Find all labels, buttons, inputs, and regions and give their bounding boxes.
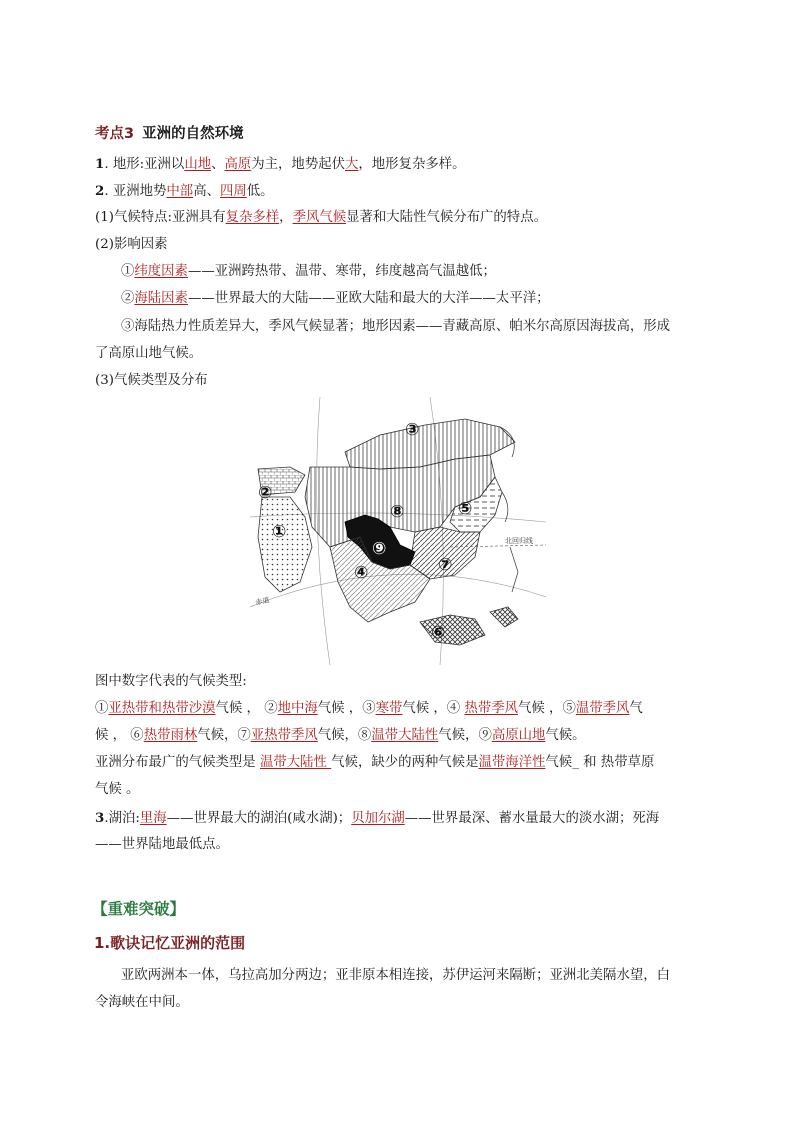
answer: 纬度因素 [134, 264, 188, 279]
text: 气候 ，④ [402, 701, 465, 716]
widest-climate-line-cont: 气候 。 [95, 782, 140, 797]
map-label-5: ⑤ [458, 499, 473, 519]
map-label-2: ② [258, 483, 273, 503]
text: 、 [211, 157, 225, 172]
heading-code: 考点3 [95, 126, 135, 142]
answer: 山地 [184, 157, 212, 172]
map-label-6: ⑥ [431, 623, 446, 643]
widest-climate-line [95, 753, 654, 773]
climate-list-line-2 [95, 726, 586, 746]
answer: 温带大陆性 [371, 728, 439, 743]
mnemonic-line: 亚欧两洲本一体，乌拉高加分两边；亚非原本相连接，苏伊运河来隔断；亚洲北美隔水望，白 [121, 968, 671, 983]
answer: 里海 [139, 811, 167, 826]
text: ——世界最大的大陆——亚欧大陆和最大的大洋——太平洋； [187, 291, 550, 306]
text: ② [121, 291, 135, 306]
latitude-factor-line [121, 262, 496, 282]
terrain-factor-line: ③海陆热力性质差异大，季风气候显著；地形因素——青藏高原、帕米尔高原因海拔高，形成 [121, 319, 671, 334]
text: 气候 ， ② [215, 701, 278, 716]
answer: 大 [345, 157, 359, 172]
text: 气候，⑧ [317, 728, 372, 743]
mnemonic-line-cont: 令海峡在中间。 [95, 995, 189, 1010]
text: ——世界最深、蓄水量最大的淡水湖；死海 [404, 811, 660, 826]
answer: 地中海 [277, 701, 318, 716]
map-label-1: ① [272, 522, 287, 542]
text: 低。 [246, 184, 274, 199]
answer: 四周 [219, 184, 247, 199]
text: ， [279, 210, 293, 225]
text: 气候，⑨ [438, 728, 492, 743]
terrain-factor-line-cont: 了高原山地气候。 [95, 346, 203, 361]
asia-climate-map [250, 397, 546, 665]
text: 气 [629, 701, 643, 716]
item-number: 3 [95, 810, 105, 826]
map-label-8: ⑧ [390, 502, 405, 522]
land-sea-factor-line [121, 289, 550, 309]
text: 为主，地势起伏 [251, 157, 345, 172]
text: . 亚洲地势 [104, 184, 167, 199]
text: ，地形复杂多样。 [358, 157, 466, 172]
text: ① [121, 264, 135, 279]
answer: 温带季风 [575, 701, 630, 716]
text: 气候 ，⑤ [518, 701, 576, 716]
item-number: 1 [95, 156, 105, 172]
text: (1)气候特点:亚洲具有 [95, 210, 226, 225]
answer: 贝加尔湖 [351, 811, 405, 826]
text: 气候 ，③ [317, 701, 376, 716]
answer: 温带大陆性 [259, 755, 332, 770]
map-label-7: ⑦ [438, 555, 453, 575]
text: .湖泊: [104, 811, 140, 826]
answer: 中部 [166, 184, 194, 199]
heading-title: 亚洲的自然环境 [142, 126, 244, 142]
text: ——亚洲跨热带、温带、寒带，纬度越高气温越低； [187, 264, 496, 279]
lakes-line-cont: ——世界陆地最低点。 [95, 837, 229, 852]
text: 气候_ 和 热带草原 [545, 755, 655, 770]
equator-label: 赤道 [254, 597, 271, 607]
text: 高、 [193, 184, 220, 199]
answer: 高原 [224, 157, 252, 172]
answer: 寒带 [375, 701, 403, 716]
text: 气候。 [545, 728, 586, 743]
lakes-line [95, 808, 659, 829]
section-title: 【重难突破】 [92, 900, 186, 918]
answer: 热带雨林 [143, 728, 198, 743]
text: 显著和大陆性气候分布广的特点。 [346, 210, 547, 225]
topic-title: 1.歌诀记忆亚洲的范围 [94, 934, 246, 952]
text: 候 ， ⑥ [95, 728, 144, 743]
climate-list-line-1 [95, 699, 643, 719]
text: . 地形:亚洲以 [104, 157, 185, 172]
answer: 复杂多样 [225, 210, 280, 225]
tropic-label: 北回归线 [505, 538, 533, 545]
text: ——世界最大的湖泊(咸水湖)； [166, 811, 352, 826]
text: 气候，⑦ [197, 728, 251, 743]
climate-feature-line [95, 208, 547, 228]
text: 气候，缺少的两种气候是 [331, 755, 479, 770]
answer: 温带海洋性 [478, 755, 546, 770]
answer: 海陆因素 [134, 291, 188, 306]
map-label-4: ④ [354, 563, 369, 583]
answer: 季风气候 [292, 210, 347, 225]
map-label-9: ⑨ [372, 539, 387, 559]
climate-types-heading: (3)气候类型及分布 [95, 373, 208, 388]
elevation-line [95, 181, 274, 202]
answer: 高原山地 [491, 728, 546, 743]
answer: 亚热带季风 [250, 728, 318, 743]
section-heading [95, 124, 244, 144]
map-label-3: ③ [405, 420, 420, 440]
factors-heading: (2)影响因素 [95, 237, 168, 252]
text: 亚洲分布最广的气候类型是 [95, 755, 260, 770]
item-number: 2 [95, 183, 105, 199]
answer: 亚热带和热带沙漠 [108, 701, 216, 716]
answer: 热带季风 [464, 701, 519, 716]
legend-intro: 图中数字代表的气候类型: [95, 674, 247, 689]
text: ① [95, 701, 109, 716]
terrain-line [95, 154, 466, 175]
